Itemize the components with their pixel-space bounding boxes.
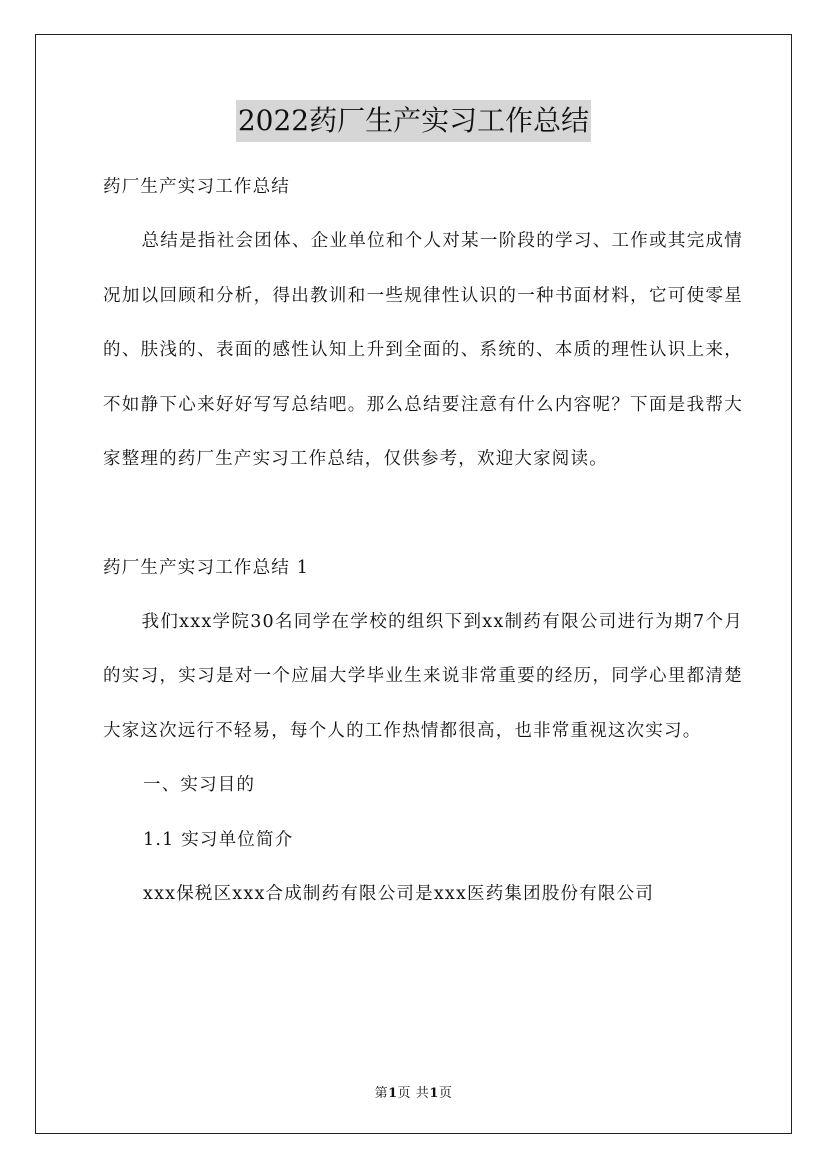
footer-page-current: 1	[388, 1086, 398, 1101]
footer-page-post: 页	[438, 1086, 453, 1101]
intro-paragraph: 总结是指社会团体、企业单位和个人对某一阶段的学习、工作或其完成情况加以回顾和分析，得出教训和一些规律性认识的一种书面材料，它可使零星的、肤浅的、表面的感性认知上升到全面的、系统的、本质的理性认识上来，不如静下心来好好写写总结吧。那么总结要注意有什么内容呢？下面是我帮大家整理的药厂生产实习工作总结，仅供参考，欢迎大家阅读。	[103, 231, 743, 469]
purpose-heading: 一、实习目的	[143, 775, 256, 795]
footer-page-mid: 页 共	[397, 1086, 430, 1101]
section-heading: 药厂生产实习工作总结 1	[103, 557, 310, 578]
document-body	[103, 160, 743, 922]
document-subtitle: 药厂生产实习工作总结	[103, 177, 290, 197]
unit-paragraph: xxx保税区xxx合成制药有限公司是xxx医药集团股份有限公司	[143, 884, 655, 904]
section-paragraph: 我们xxx学院30名同学在学校的组织下到xx制药有限公司进行为期7个月的实习，实习是对一个应届大学毕业生来说非常重要的经历，同学心里都清楚大家这次远行不轻易，每个人的工作热情都很高，也非常重视这次实习。	[103, 611, 743, 741]
unit-heading: 1.1 实习单位简介	[143, 829, 294, 850]
footer-page-total: 1	[429, 1086, 439, 1101]
title-wrap	[0, 100, 827, 142]
section-spacer	[103, 487, 743, 541]
page-footer	[0, 1082, 827, 1101]
document-title: 2022药厂生产实习工作总结	[236, 100, 591, 142]
footer-page-pre: 第	[374, 1086, 389, 1101]
